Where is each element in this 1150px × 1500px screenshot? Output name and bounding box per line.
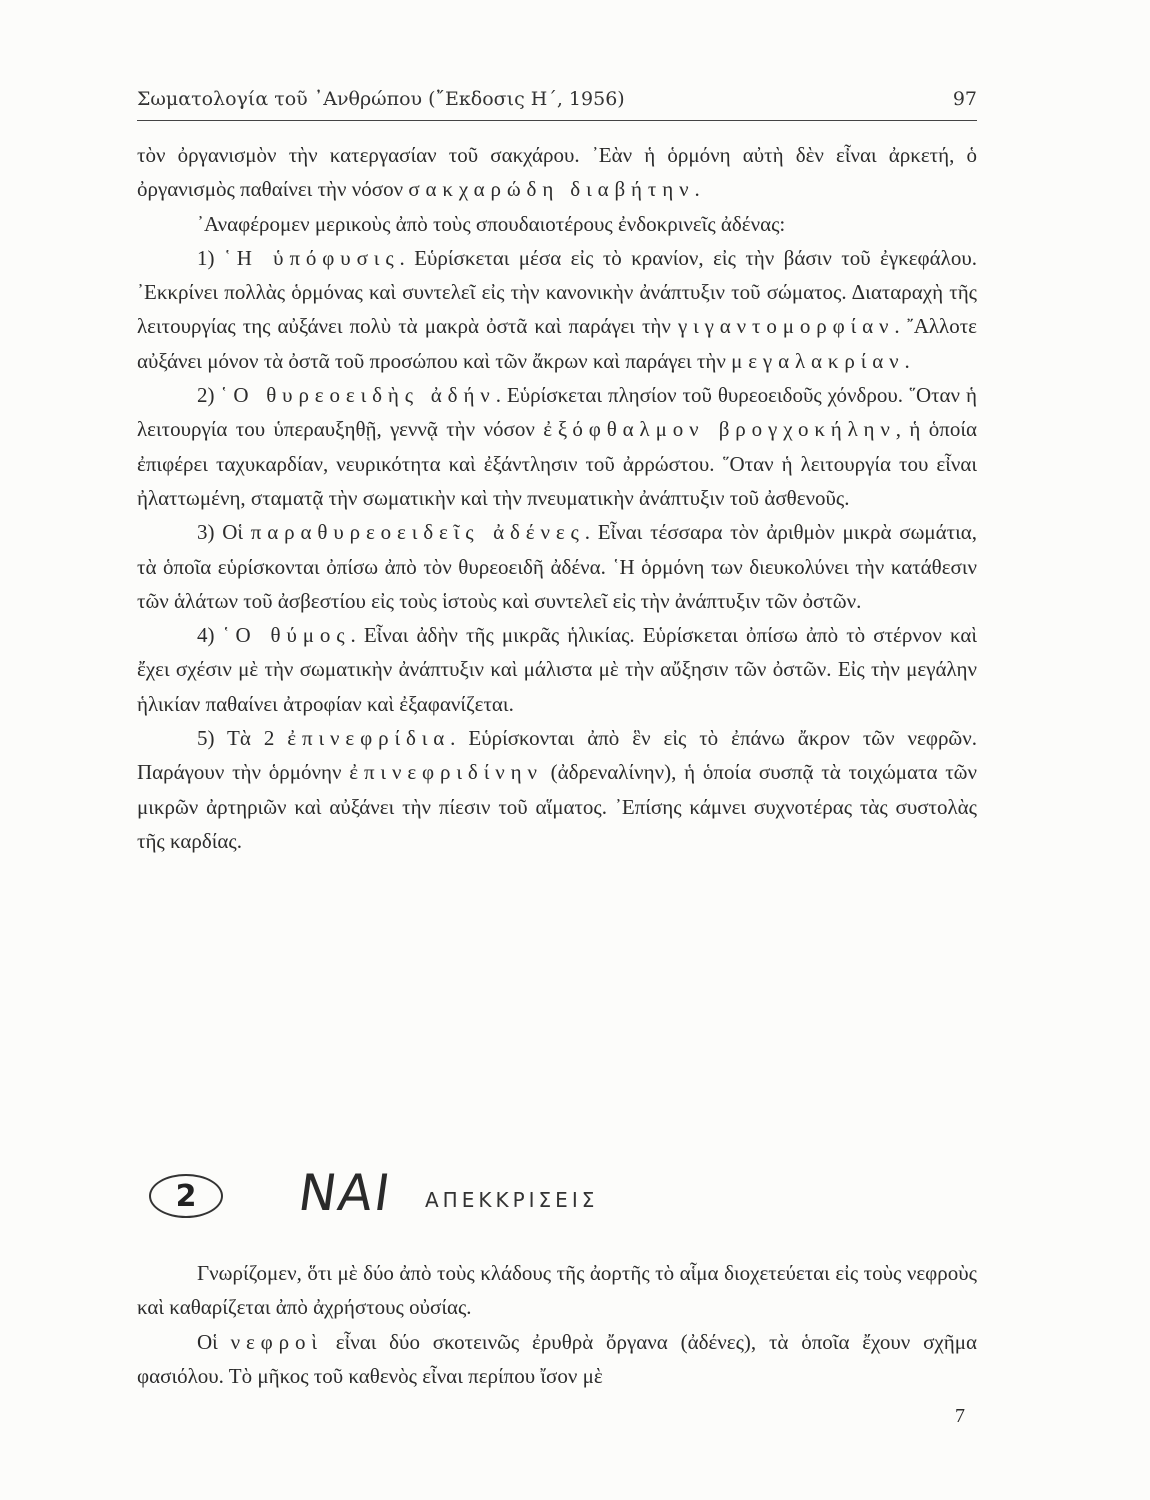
spaced-term: ῾Ο θύμος bbox=[222, 623, 351, 648]
spaced-term: ῾Ο θυρεοειδὴς ἀδήν bbox=[220, 383, 496, 408]
text-run: 1) bbox=[197, 245, 224, 270]
spaced-term: ῾Η ὑπόφυσις bbox=[223, 245, 400, 270]
text-run: , ἡ ὁποία ἐπιφέρει ταχυκαρδίαν, νευρικότητα καὶ ἐξάντλησιν τοῦ ἀρρώστου. ῞Οταν ἡ λειτουργία του εἶναι ἠλαττωμένη, σταματᾷ τὴν σωματικὴν καὶ τὴν πνευματικὴν ἀνάπτυξιν τοῦ ἀσθενοῦς. bbox=[137, 417, 977, 510]
text-run: εἶναι δύο σκοτεινῶς ἐρυθρὰ ὄργανα (ἀδένες), τὰ ὁποῖα ἔχουν σχῆμα φασιόλου. Τὸ μῆκος τοῦ καθενὸς εἶναι περίπου ἴσον μὲ bbox=[137, 1329, 977, 1388]
running-title: Σωματολογία τοῦ ᾿Ανθρώπου (῎Εκδοσις Η΄, 1956) bbox=[137, 88, 625, 110]
text-run: . ῎Αλλοτε αὐξάνει μόνον τὰ ὀστᾶ τοῦ προσώπου καὶ τῶν ἄκρων καὶ παράγει τὴν bbox=[137, 314, 977, 373]
body-paragraph bbox=[137, 241, 977, 378]
text-run: 2) bbox=[197, 383, 221, 408]
text-run: . Εἶναι τέσσαρα τὸν ἀριθμὸν μικρὰ σωμάτια, τὰ ὁποῖα εὑρίσκονται ὀπίσω ἀπὸ τὸν θυρεοειδῆ ἀδένα. ῾Η ὁρμόνη των διευκολύνει τὴν κατάθεσιν τῶν ἁλάτων τοῦ ἀσβεστίου εἰς τοὺς ἱστοὺς καὶ συντελεῖ εἰς τὴν ἀνάπτυξιν τῶν ὀστῶν. bbox=[137, 520, 977, 613]
body-paragraph bbox=[137, 721, 977, 858]
spaced-term: σακχαρώδη διαβήτην bbox=[408, 177, 695, 202]
body-text-continued bbox=[137, 1256, 977, 1393]
text-run: 5) Τὰ 2 bbox=[197, 726, 288, 751]
handwritten-circle-mark: 2 bbox=[149, 1174, 223, 1218]
body-paragraph bbox=[137, 515, 977, 618]
section-heading-block bbox=[137, 1160, 977, 1240]
spaced-term: ἐπινεφριδίνην bbox=[349, 760, 543, 785]
body-text bbox=[137, 138, 977, 858]
header-rule bbox=[137, 120, 977, 121]
body-paragraph bbox=[137, 138, 977, 207]
kidneys-paragraph bbox=[137, 1325, 977, 1394]
spaced-term: νεφροὶ bbox=[230, 1329, 323, 1354]
spaced-term: μεγαλακρίαν bbox=[731, 348, 905, 373]
text-run: Γνωρίζομεν, ὅτι μὲ δύο ἀπὸ τοὺς κλάδους τῆς ἀορτῆς τὸ αἷμα διοχετεύεται εἰς τοὺς νεφροὺς καὶ καθαρίζεται ἀπὸ ἀχρήστους οὐσίας. bbox=[137, 1261, 977, 1320]
text-run: τὸν ὀργανισμὸν τὴν κατεργασίαν τοῦ σακχάρου. ᾿Εὰν ἡ ὁρμόνη αὐτὴ δὲν εἶναι ἀρκετή, ὁ ὀργανισμὸς παθαίνει τὴν νόσον bbox=[137, 143, 977, 202]
text-run: . bbox=[694, 177, 700, 202]
text-run: 4) bbox=[197, 623, 223, 648]
kidneys-paragraph bbox=[137, 1256, 977, 1325]
body-paragraph bbox=[137, 378, 977, 515]
body-paragraph bbox=[137, 618, 977, 721]
section-title: ΑΠΕΚΚΡΙΣΕΙΣ bbox=[425, 1188, 599, 1212]
text-run: . Εὑρίσκεται πλησίον τοῦ θυρεοειδοῦς χόνδρου. ῞Οταν ἡ λειτουργία του ὑπεραυξηθῇ, γεννᾷ τὴν νόσον bbox=[137, 383, 977, 442]
body-paragraph bbox=[137, 207, 977, 241]
text-run: . bbox=[904, 348, 910, 373]
text-run: ᾿Αναφέρομεν μερικοὺς ἀπὸ τοὺς σπουδαιοτέρους ἐνδοκρινεῖς ἀδένας: bbox=[197, 211, 786, 236]
spaced-term: ἐπινεφρίδια bbox=[287, 726, 451, 751]
text-run: . Εἶναι ἀδὴν τῆς μικρᾶς ἡλικίας. Εὑρίσκεται ὀπίσω ἀπὸ τὸ στέρνον καὶ ἔχει σχέσιν μὲ τὴν σωματικὴν ἀνάπτυξιν καὶ μάλιστα μὲ τὴν αὔξησιν τῶν ὀστῶν. Εἰς τὴν μεγάλην ἡλικίαν παθαίνει ἀτροφίαν καὶ ἐξαφανίζεται. bbox=[137, 623, 977, 716]
handwritten-note: ΝΑΙ bbox=[294, 1164, 396, 1222]
page-number: 97 bbox=[952, 88, 977, 110]
spaced-term: γιγαντομορφίαν bbox=[677, 314, 895, 339]
text-run: Οἱ bbox=[197, 1329, 231, 1354]
signature-number: 7 bbox=[955, 1405, 965, 1427]
running-head bbox=[137, 88, 977, 110]
spaced-term: ἐξόφθαλμον βρογχοκήλην bbox=[543, 417, 896, 442]
text-run: 3) Οἱ bbox=[197, 520, 251, 545]
spaced-term: παραθυρεοειδεῖς ἀδένες bbox=[250, 520, 585, 545]
text-run: . Εὑρίσκονται ἀπὸ ἓν εἰς τὸ ἐπάνω ἄκρον τῶν νεφρῶν. Παράγουν τὴν ὁρμόνην bbox=[137, 726, 978, 785]
text-run: . Εὑρίσκεται μέσα εἰς τὸ κρανίον, εἰς τὴν βάσιν τοῦ ἐγκεφάλου. ᾿Εκκρίνει πολλὰς ὁρμόνας καὶ συντελεῖ εἰς τὴν κανονικὴν ἀνάπτυξιν τοῦ σώματος. Διαταραχὴ τῆς λειτουργίας της αὐξάνει πολὺ τὰ μακρὰ ὀστᾶ καὶ παράγει τὴν bbox=[137, 245, 977, 339]
text-run: (ἀδρεναλίνην), ἡ ὁποία συσπᾷ τὰ τοιχώματα τῶν μικρῶν ἀρτηριῶν καὶ αὐξάνει τὴν πίεσιν τοῦ αἵματος. ᾿Επίσης κάμνει συχνοτέρας τὰς συστολὰς τῆς καρδίας. bbox=[137, 760, 977, 853]
